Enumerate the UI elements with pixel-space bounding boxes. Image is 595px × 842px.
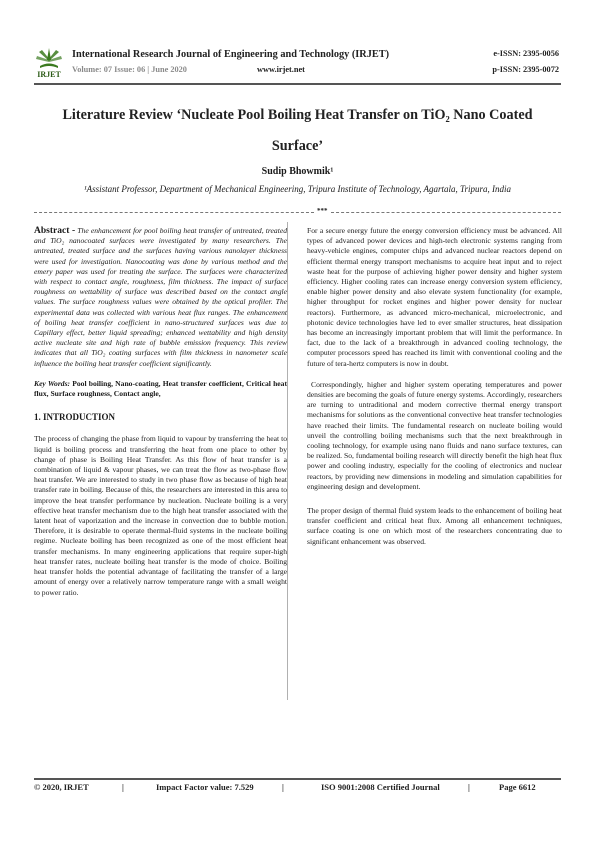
logo-text: IRJET: [37, 70, 61, 79]
e-issn: e-ISSN: 2395-0056: [493, 49, 559, 58]
paragraph-thermal-design: The proper design of thermal fluid system leads to the enhancement of boiling heat transfer coefficient and critical heat flux. Among all enhancement techniques, surface coating is one on which most of the researchers concentrating due to significant enhancement was observed.: [307, 506, 562, 546]
section-heading-introduction: 1. INTRODUCTION: [34, 412, 116, 423]
keywords-text: Pool boiling, Nano-coating, Heat transfer coefficient, Critical heat flux, Surface roughness, Contact angle,: [34, 378, 287, 399]
left-column: [34, 226, 287, 598]
volume-issue: Volume: 07 Issue: 06 | June 2020: [72, 65, 187, 74]
paragraph-energy-efficiency: For a secure energy future the energy conversion efficiency must be advanced. All types of advanced power devices and high-tech electronic systems ranging from heavy-vehicle engines, computer chips and advanced nuclear reactors depend on efficient thermal energy transport mechanisms to acquire heat input and to reject waste heat for the purpose of achieving higher power density and higher system efficiency. Higher cooling rates can increase energy conversion system efficiency, enable higher power density and also elevate system functionality (for example, higher throughput for rocket engines and higher power density for nuclear reactors). Furthermore, as advanced micro-mechanical, microelectronic, and photonic device technologies have led to ever smaller structures, heat dissipation has become an increasingly important problem that will limit the performance. In fact, due to the lack of a breakthrough in advanced cooling technology, the computer processors speed has reached its limit with conventional cooling and the future of tera-hertz computers is now in doubt.: [307, 226, 562, 368]
journal-website-link[interactable]: www.irjet.net: [257, 65, 305, 74]
footer-separator: |: [282, 782, 284, 792]
footer-separator: |: [468, 782, 470, 792]
abstract-text: The enhancement for pool boiling heat transfer of untreated, treated and TiO₂ nanocoated surfaces were investigated by many researchers. The untreated, treated surface and the surfaces having various nanolayer thickness were used for investigation. Nanocoating was done by various method and the emery paper was used for treating the surface. The surfaces were characterized with respect to contact angle, roughness, film thickness. The impact of surface roughness on wettability of surface was described based on the contact angle values. The surface roughness values were obtained by the optical profiler. The experimental data was collected with various heat flux ranges. The enhancement of boiling heat transfer coefficient in nano-structured surfaces was due to Capillary effect, better liquid spreading; enhanced wettability and high density active nucleate site and high rate of bubble emission frequency. This review indicates that all TiO₂ coating surfaces with film thickness in nanometer scale influence the boiling heat transfer coefficient significantly.: [34, 226, 288, 368]
journal-name: International Research Journal of Engineering and Technology (IRJET): [72, 49, 390, 60]
abstract: [34, 226, 287, 369]
abstract-label: Abstract -: [34, 226, 76, 236]
footer-page-number: Page 6612: [499, 782, 536, 792]
irjet-logo-icon: [34, 44, 64, 82]
introduction-paragraph: The process of changing the phase from liquid to vapour by transferring the heat to liquid is boiling process and transferring the heat from one place to other by change of phase is Boiling Heat Transfer. As this flow of heat transfer is a combination of liquid & vapour phases, we can treat the flow as two-phase flow heat transfer. We are interested to study in two phase flow as because of high heat transfer rate in boiling. Because of this, the researchers are interested in this area to improve the heat transfer performance by nucleation. Nucleate boiling is a very effective heat transfer mechanism due to the high heat transfer associated with the latent heat of vaporization and the increase in convection due to bubble motion. Therefore, it is desirable to operate thermal-fluid systems in the nucleate boiling regime. Nucleate boiling has been recognized as one of the most efficient heat transfer mechanisms. In many engineering applications that require super-high heat transfer rates, nucleate boiling heat transfer is the mode of choice. Boiling heat transfer holds the potential advantage of facilitating the transfer of a large amount of energy over a relatively narrow temperature range with a small weight to power ratio.: [34, 434, 287, 597]
separator-stars: ***: [317, 207, 328, 215]
journal-header: [34, 44, 561, 84]
footer-impact-factor: Impact Factor value: 7.529: [156, 782, 254, 792]
right-column: [307, 226, 562, 547]
p-issn: p-ISSN: 2395-0072: [492, 65, 559, 74]
footer-iso: ISO 9001:2008 Certified Journal: [321, 782, 440, 792]
footer-divider: [34, 778, 561, 780]
paragraph-operating-temperatures: Correspondingly, higher and higher system operating temperatures and power densities are becoming the goals of future energy systems. Accordingly, researchers are turning to untraditional and modern corrective thermal energy transport mechanisms for solutions as the conventional convective heat transfer technologies have reached their limits. The fundamental research on nucleate boiling would unveil the controlling boiling mechanisms such that the next breakthrough in cooling technology, for example using nano fluids and nano surface textures, can be realized. So, fundamental boiling research will directly benefit the high heat flux power and cooling industry, especially for the cooling of electronics and nuclear reactors, by providing new dimensions in modeling and simulation capabilities for engineering design and development.: [307, 379, 562, 491]
author-name: Sudip Bhowmik¹: [261, 166, 334, 177]
author-affiliation: ¹Assistant Professor, Department of Mechanical Engineering, Tripura Institute of Technology, Agartala, Tripura, India: [83, 184, 512, 194]
footer-copyright: © 2020, IRJET: [34, 782, 89, 792]
keywords-label: Key Words:: [34, 378, 71, 388]
paper-title: Literature Review ‘Nucleate Pool Boiling Heat Transfer on TiO₂ Nano Coated Surface’: [62, 107, 533, 154]
header-divider: [34, 83, 561, 85]
section-separator: [34, 207, 561, 217]
keywords: [34, 379, 287, 399]
footer-separator: |: [122, 782, 124, 792]
